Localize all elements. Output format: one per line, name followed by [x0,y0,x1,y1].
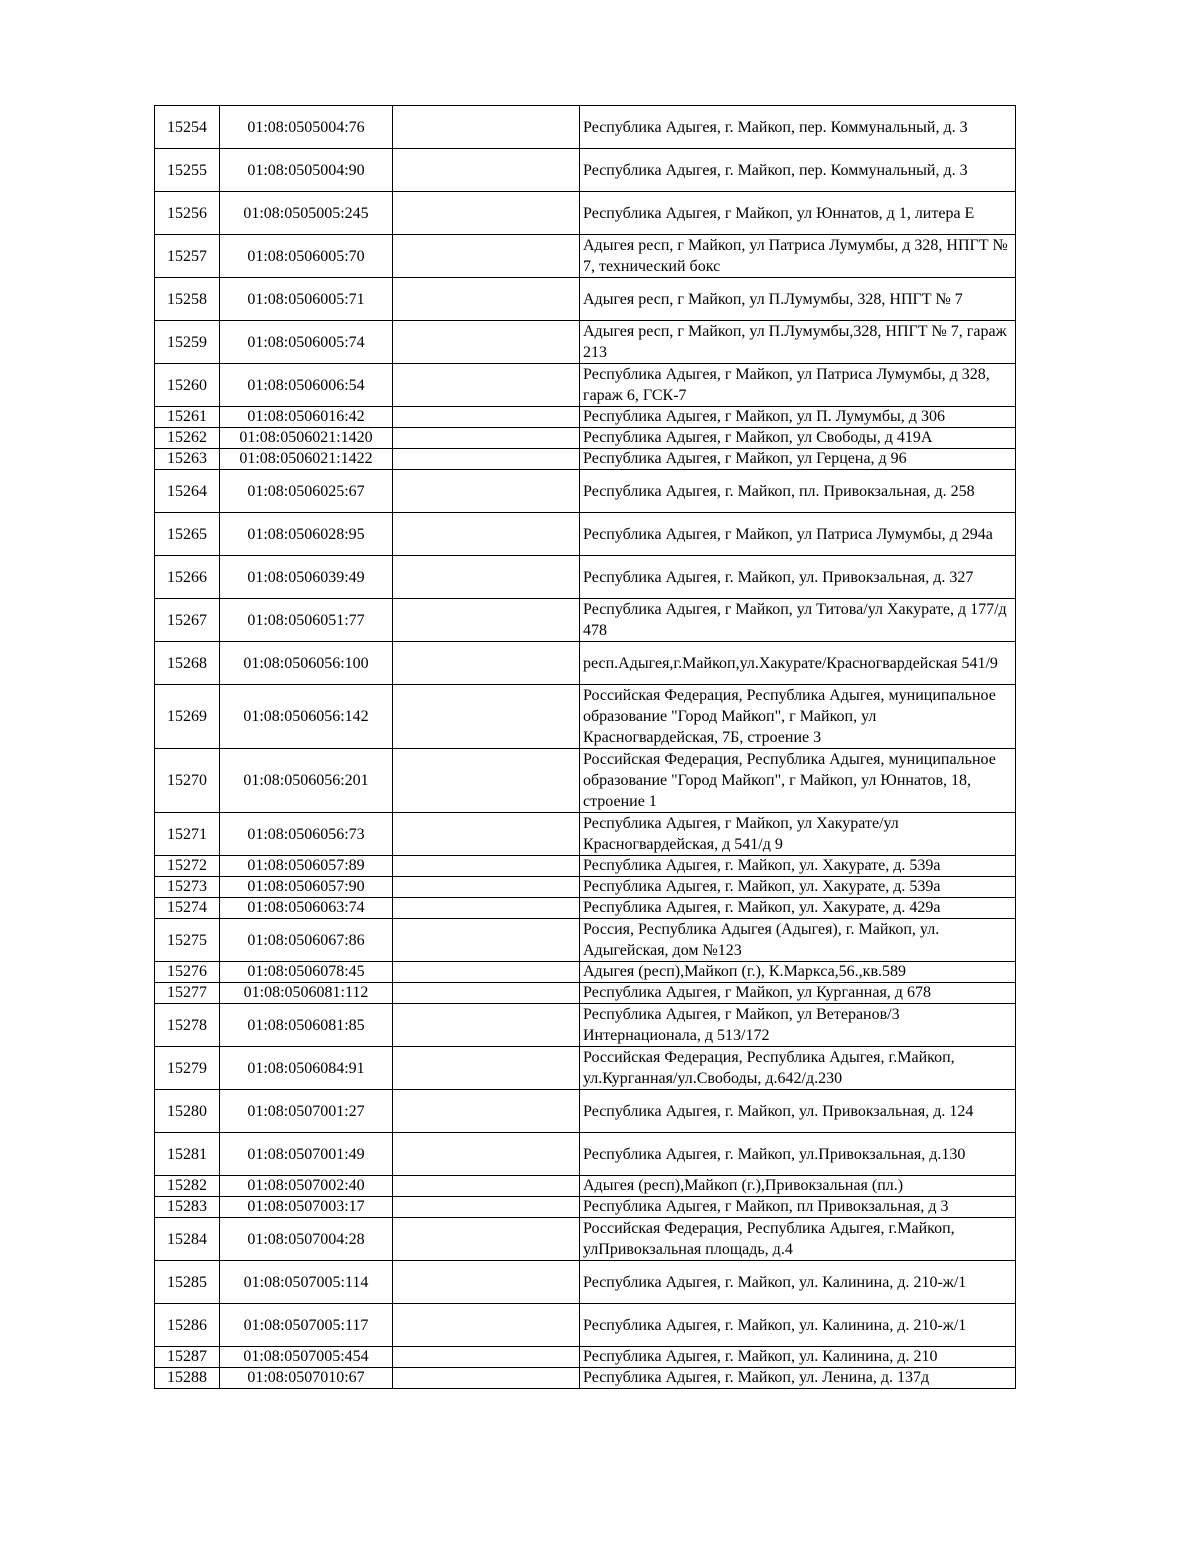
table-row [155,1090,1016,1133]
empty-cell [393,470,580,513]
cadastral-number-cell: 01:08:0506067:86 [220,919,393,962]
address-cell: Республика Адыгея, г Майкоп, пл Привокзальная, д 3 [580,1197,1016,1218]
address-cell: Республика Адыгея, г. Майкоп, ул. Калинина, д. 210 [580,1347,1016,1368]
address-cell: респ.Адыгея,г.Майкоп,ул.Хакурате/Красногвардейская 541/9 [580,642,1016,685]
row-number-cell: 15276 [155,962,220,983]
row-number-cell: 15285 [155,1261,220,1304]
address-cell: Республика Адыгея, г Майкоп, ул Патриса Лумумбы, д 328, гараж 6, ГСК-7 [580,364,1016,407]
empty-cell [393,1133,580,1176]
row-number-cell: 15256 [155,192,220,235]
empty-cell [393,1047,580,1090]
empty-cell [393,962,580,983]
empty-cell [393,813,580,856]
address-cell: Адыгея респ, г Майкоп, ул П.Лумумбы, 328, НПГТ № 7 [580,278,1016,321]
empty-cell [393,983,580,1004]
address-cell: Адыгея респ, г Майкоп, ул П.Лумумбы,328, НПГТ № 7, гараж 213 [580,321,1016,364]
address-cell: Адыгея (респ),Майкоп (г.),Привокзальная (пл.) [580,1176,1016,1197]
address-cell: Республика Адыгея, г. Майкоп, ул. Ленина, д. 137д [580,1368,1016,1389]
cadastral-number-cell: 01:08:0506039:49 [220,556,393,599]
cadastral-number-cell: 01:08:0506056:142 [220,685,393,749]
table-row [155,1218,1016,1261]
cadastral-number-cell: 01:08:0507005:454 [220,1347,393,1368]
empty-cell [393,449,580,470]
cadastral-number-cell: 01:08:0506016:42 [220,407,393,428]
table-body [155,106,1016,1389]
cadastral-number-cell: 01:08:0506005:74 [220,321,393,364]
row-number-cell: 15281 [155,1133,220,1176]
table-row [155,556,1016,599]
empty-cell [393,1261,580,1304]
table-row [155,1304,1016,1347]
empty-cell [393,321,580,364]
cadastral-number-cell: 01:08:0507001:27 [220,1090,393,1133]
row-number-cell: 15263 [155,449,220,470]
table-row [155,962,1016,983]
row-number-cell: 15268 [155,642,220,685]
empty-cell [393,428,580,449]
address-cell: Республика Адыгея, г. Майкоп, пл. Привокзальная, д. 258 [580,470,1016,513]
row-number-cell: 15259 [155,321,220,364]
cadastral-number-cell: 01:08:0506057:89 [220,856,393,877]
row-number-cell: 15267 [155,599,220,642]
cadastral-number-cell: 01:08:0506084:91 [220,1047,393,1090]
address-cell: Республика Адыгея, г Майкоп, ул Юннатов, д 1, литера Е [580,192,1016,235]
cadastral-number-cell: 01:08:0506021:1420 [220,428,393,449]
cadastral-number-cell: 01:08:0506056:100 [220,642,393,685]
row-number-cell: 15280 [155,1090,220,1133]
table-row [155,749,1016,813]
row-number-cell: 15273 [155,877,220,898]
empty-cell [393,685,580,749]
address-cell: Республика Адыгея, г. Майкоп, ул. Привокзальная, д. 327 [580,556,1016,599]
table-row [155,898,1016,919]
empty-cell [393,1368,580,1389]
table-row [155,813,1016,856]
cadastral-number-cell: 01:08:0506021:1422 [220,449,393,470]
empty-cell [393,106,580,149]
cadastral-number-cell: 01:08:0506006:54 [220,364,393,407]
cadastral-number-cell: 01:08:0505004:76 [220,106,393,149]
address-cell: Адыгея респ, г Майкоп, ул Патриса Лумумбы, д 328, НПГТ № 7, технический бокс [580,235,1016,278]
address-cell: Российская Федерация, Республика Адыгея, муниципальное образование "Город Майкоп", г Майкоп, ул Красногвардейская, 7Б, строение 3 [580,685,1016,749]
address-cell: Российская Федерация, Республика Адыгея, муниципальное образование "Город Майкоп", г Майкоп, ул Юннатов, 18, строение 1 [580,749,1016,813]
row-number-cell: 15258 [155,278,220,321]
row-number-cell: 15265 [155,513,220,556]
table-row [155,513,1016,556]
cadastral-number-cell: 01:08:0507003:17 [220,1197,393,1218]
address-cell: Республика Адыгея, г Майкоп, ул Патриса Лумумбы, д 294а [580,513,1016,556]
cadastral-number-cell: 01:08:0506005:71 [220,278,393,321]
address-cell: Республика Адыгея, г Майкоп, ул Курганная, д 678 [580,983,1016,1004]
row-number-cell: 15283 [155,1197,220,1218]
empty-cell [393,1176,580,1197]
cadastral-number-cell: 01:08:0506056:73 [220,813,393,856]
row-number-cell: 15287 [155,1347,220,1368]
empty-cell [393,1218,580,1261]
row-number-cell: 15282 [155,1176,220,1197]
empty-cell [393,749,580,813]
address-cell: Республика Адыгея, г Майкоп, ул Герцена, д 96 [580,449,1016,470]
address-cell: Республика Адыгея, г Майкоп, ул Титова/ул Хакурате, д 177/д 478 [580,599,1016,642]
table-row [155,449,1016,470]
row-number-cell: 15275 [155,919,220,962]
cadastral-number-cell: 01:08:0507004:28 [220,1218,393,1261]
cadastral-number-cell: 01:08:0506028:95 [220,513,393,556]
table-row [155,407,1016,428]
address-cell: Российская Федерация, Республика Адыгея, г.Майкоп, улПривокзальная площадь, д.4 [580,1218,1016,1261]
table-row [155,919,1016,962]
address-cell: Республика Адыгея, г. Майкоп, ул. Калинина, д. 210-ж/1 [580,1304,1016,1347]
empty-cell [393,192,580,235]
empty-cell [393,364,580,407]
table-row [155,364,1016,407]
cadastral-number-cell: 01:08:0506081:112 [220,983,393,1004]
table-row [155,1261,1016,1304]
table-row [155,1197,1016,1218]
address-cell: Российская Федерация, Республика Адыгея, г.Майкоп, ул.Курганная/ул.Свободы, д.642/д.230 [580,1047,1016,1090]
table-row [155,685,1016,749]
address-cell: Республика Адыгея, г Майкоп, ул Ветеранов/3 Интернационала, д 513/172 [580,1004,1016,1047]
row-number-cell: 15277 [155,983,220,1004]
empty-cell [393,898,580,919]
row-number-cell: 15284 [155,1218,220,1261]
address-cell: Россия, Республика Адыгея (Адыгея), г. Майкоп, ул. Адыгейская, дом №123 [580,919,1016,962]
row-number-cell: 15274 [155,898,220,919]
row-number-cell: 15286 [155,1304,220,1347]
empty-cell [393,1347,580,1368]
address-cell: Республика Адыгея, г. Майкоп, ул. Хакурате, д. 539а [580,877,1016,898]
row-number-cell: 15260 [155,364,220,407]
address-cell: Республика Адыгея, г. Майкоп, пер. Коммунальный, д. 3 [580,106,1016,149]
cadastral-number-cell: 01:08:0505005:245 [220,192,393,235]
address-cell: Республика Адыгея, г. Майкоп, ул. Хакурате, д. 429а [580,898,1016,919]
row-number-cell: 15278 [155,1004,220,1047]
row-number-cell: 15288 [155,1368,220,1389]
empty-cell [393,856,580,877]
cadastral-number-cell: 01:08:0506005:70 [220,235,393,278]
row-number-cell: 15266 [155,556,220,599]
table-row [155,321,1016,364]
cadastral-number-cell: 01:08:0507001:49 [220,1133,393,1176]
cadastral-number-cell: 01:08:0506051:77 [220,599,393,642]
address-cell: Республика Адыгея, г Майкоп, ул Хакурате/ул Красногвардейская, д 541/д 9 [580,813,1016,856]
row-number-cell: 15261 [155,407,220,428]
empty-cell [393,1197,580,1218]
empty-cell [393,278,580,321]
empty-cell [393,877,580,898]
row-number-cell: 15269 [155,685,220,749]
cadastral-number-cell: 01:08:0506057:90 [220,877,393,898]
cadastral-number-cell: 01:08:0507005:114 [220,1261,393,1304]
address-cell: Республика Адыгея, г Майкоп, ул П. Лумумбы, д 306 [580,407,1016,428]
empty-cell [393,642,580,685]
table-row [155,428,1016,449]
cadastral-number-cell: 01:08:0505004:90 [220,149,393,192]
address-cell: Республика Адыгея, г. Майкоп, ул. Калинина, д. 210-ж/1 [580,1261,1016,1304]
empty-cell [393,556,580,599]
empty-cell [393,919,580,962]
empty-cell [393,1304,580,1347]
table-row [155,106,1016,149]
address-cell: Республика Адыгея, г. Майкоп, ул. Хакурате, д. 539а [580,856,1016,877]
cadastral-number-cell: 01:08:0506056:201 [220,749,393,813]
empty-cell [393,1090,580,1133]
table-row [155,642,1016,685]
table-row [155,1368,1016,1389]
property-registry-table [154,105,1016,1389]
row-number-cell: 15262 [155,428,220,449]
address-cell: Республика Адыгея, г Майкоп, ул Свободы, д 419А [580,428,1016,449]
address-cell: Республика Адыгея, г. Майкоп, ул. Привокзальная, д. 124 [580,1090,1016,1133]
address-cell: Республика Адыгея, г. Майкоп, ул.Привокзальная, д.130 [580,1133,1016,1176]
row-number-cell: 15270 [155,749,220,813]
row-number-cell: 15264 [155,470,220,513]
table-row [155,1047,1016,1090]
cadastral-number-cell: 01:08:0507002:40 [220,1176,393,1197]
table-row [155,1004,1016,1047]
table-row [155,278,1016,321]
table-row [155,877,1016,898]
table-row [155,192,1016,235]
table-row [155,1133,1016,1176]
empty-cell [393,235,580,278]
cadastral-number-cell: 01:08:0507010:67 [220,1368,393,1389]
row-number-cell: 15257 [155,235,220,278]
row-number-cell: 15254 [155,106,220,149]
empty-cell [393,407,580,428]
row-number-cell: 15272 [155,856,220,877]
cadastral-number-cell: 01:08:0507005:117 [220,1304,393,1347]
address-cell: Адыгея (респ),Майкоп (г.), К.Маркса,56.,кв.589 [580,962,1016,983]
empty-cell [393,599,580,642]
row-number-cell: 15279 [155,1047,220,1090]
table-row [155,599,1016,642]
empty-cell [393,513,580,556]
cadastral-number-cell: 01:08:0506063:74 [220,898,393,919]
table-row [155,1176,1016,1197]
row-number-cell: 15255 [155,149,220,192]
cadastral-number-cell: 01:08:0506078:45 [220,962,393,983]
row-number-cell: 15271 [155,813,220,856]
table-row [155,149,1016,192]
empty-cell [393,1004,580,1047]
table-row [155,856,1016,877]
table-row [155,1347,1016,1368]
cadastral-number-cell: 01:08:0506025:67 [220,470,393,513]
cadastral-number-cell: 01:08:0506081:85 [220,1004,393,1047]
empty-cell [393,149,580,192]
table-row [155,235,1016,278]
table-row [155,983,1016,1004]
address-cell: Республика Адыгея, г. Майкоп, пер. Коммунальный, д. 3 [580,149,1016,192]
table-row [155,470,1016,513]
